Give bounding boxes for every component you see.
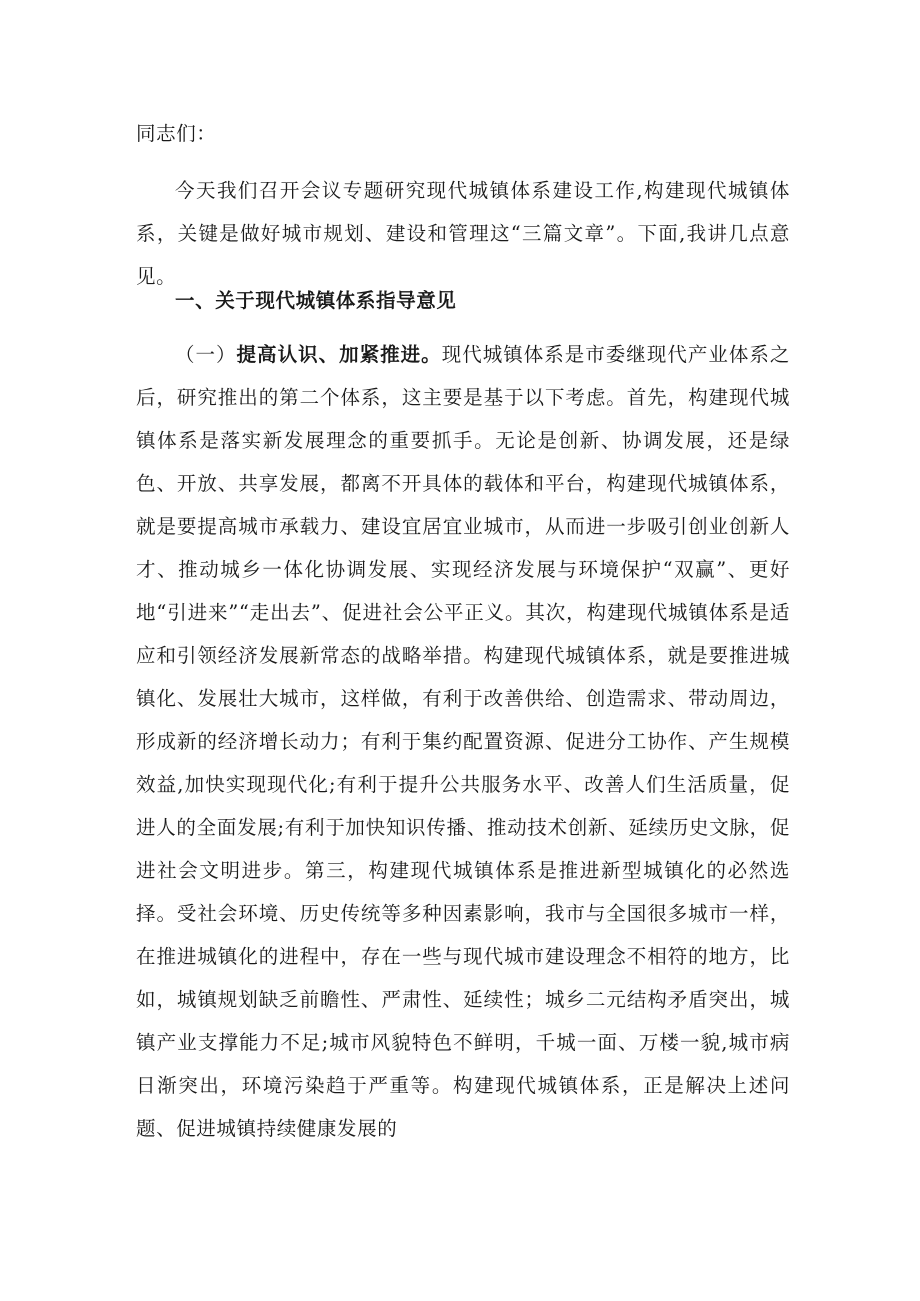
subsection-title: 提高认识、加紧推进。 xyxy=(236,343,442,366)
subsection-paragraph xyxy=(136,333,790,1150)
intro-paragraph: 今天我们召开会议专题研究现代城镇体系建设工作,构建现代城镇体系，关键是做好城市规划、建设和管理这“三篇文章”。下面,我讲几点意见。 xyxy=(136,179,790,288)
subsection-body: 现代城镇体系是市委继现代产业体系之后，研究推出的第二个体系，这主要是基于以下考虑。首先，构建现代城镇体系是落实新发展理念的重要抓手。无论是创新、协调发展，还是绿色、开放、共享发展，都离不开具体的载体和平台，构建现代城镇体系，就是要提高城市承载力、建设宜居宜业城市，从而进一步吸引创业创新人才、推动城乡一体化协调发展、实现经济发展与环境保护“双赢”、更好地“引进来”“走出去”、促进社会公平正义。其次，构建现代城镇体系是适应和引领经济发展新常态的战略举措。构建现代城镇体系，就是要推进城镇化、发展壮大城市，这样做，有利于改善供给、创造需求、带动周边，形成新的经济增长动力；有利于集约配置资源、促进分工协作、产生规模效益,加快实现现代化;有利于提升公共服务水平、改善人们生活质量，促进人的全面发展;有利于加快知识传播、推动技术创新、延续历史文脉，促进社会文明进步。第三，构建现代城镇体系是推进新型城镇化的必然选择。受社会环境、历史传统等多种因素影响，我市与全国很多城市一样，在推进城镇化的进程中，存在一些与现代城市建设理念不相符的地方，比如，城镇规划缺乏前瞻性、严肃性、延续性；城乡二元结构矛盾突出，城镇产业支撑能力不足;城市风貌特色不鲜明，千城一面、万楼一貌,城市病日渐突出，环境污染趋于严重等。构建现代城镇体系，正是解决上述问题、促进城镇持续健康发展的 xyxy=(136,343,790,1140)
section-heading: 一、关于现代城镇体系指导意见 xyxy=(175,289,457,312)
subsection-marker: （一） xyxy=(175,343,237,366)
salutation: 同志们： xyxy=(136,122,217,145)
